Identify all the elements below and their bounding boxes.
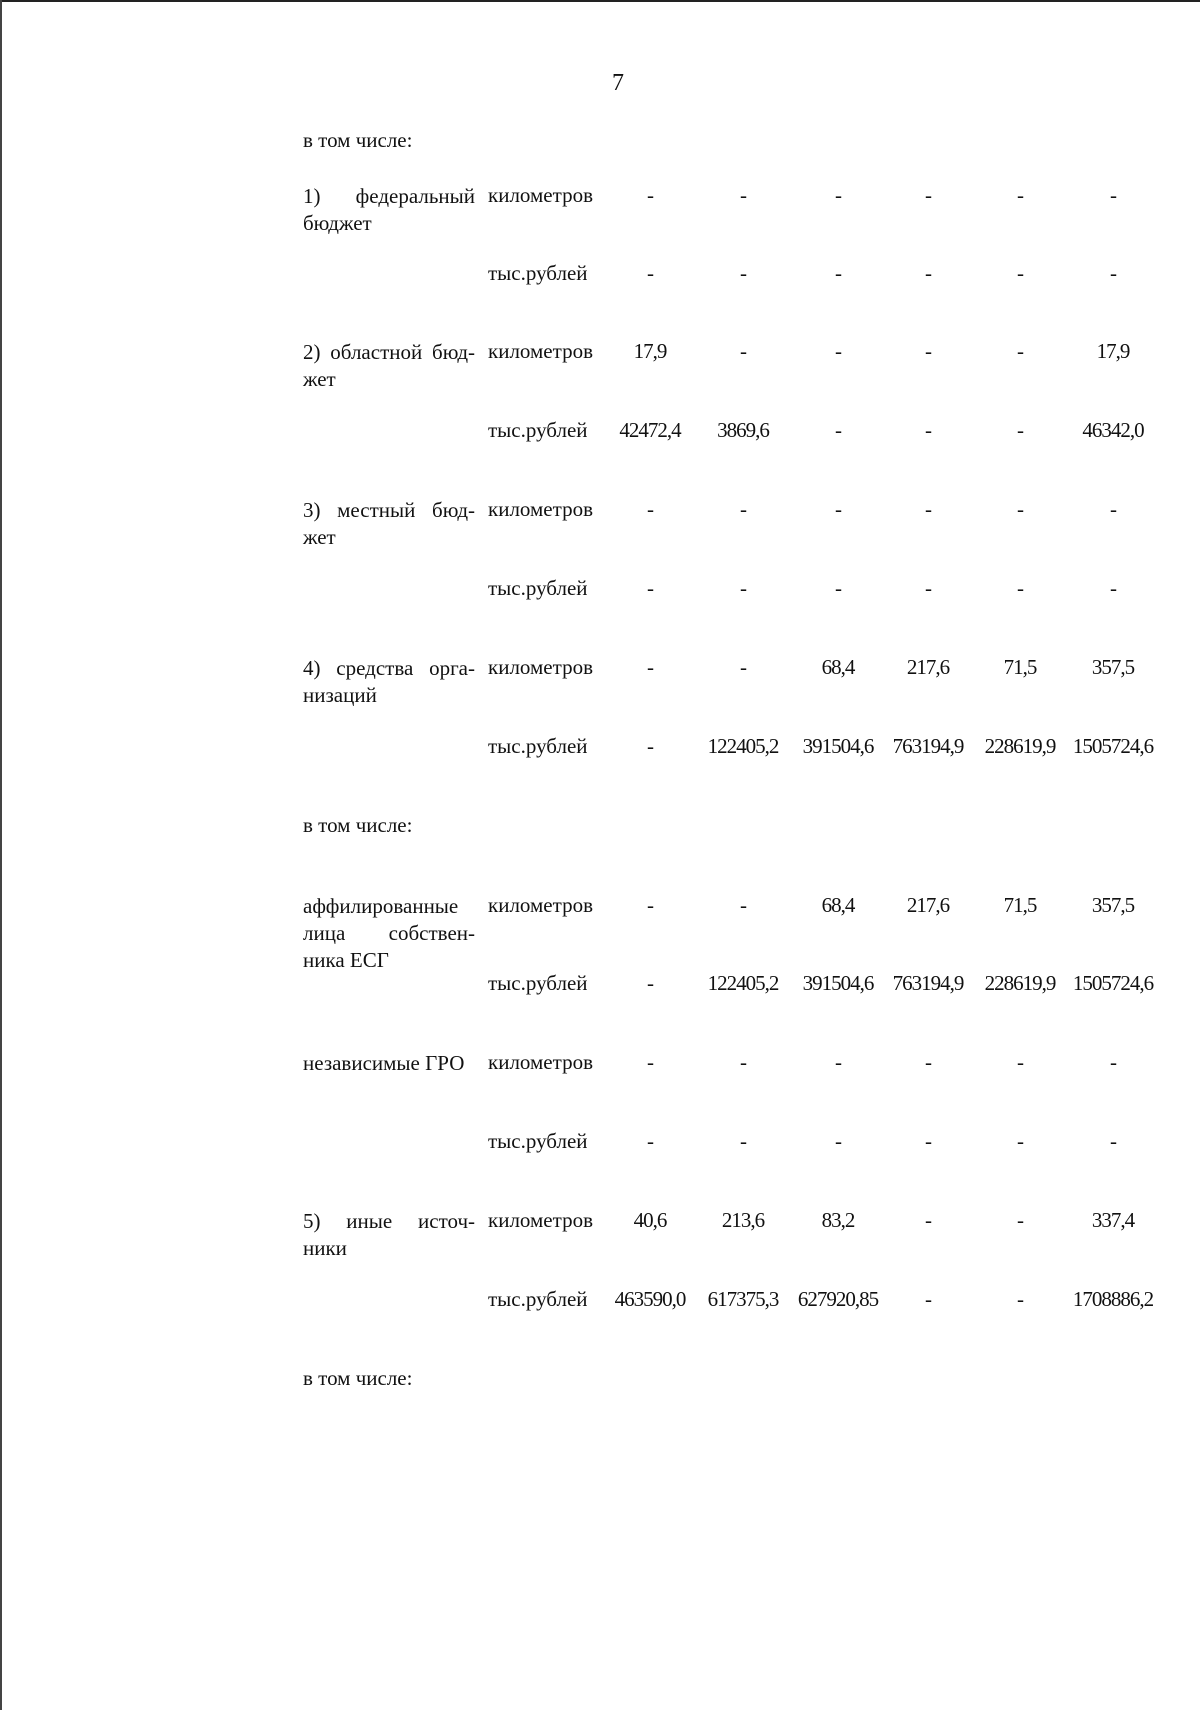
value-cell: - bbox=[1110, 1050, 1116, 1074]
row-unit: тыс.рублей bbox=[488, 734, 588, 758]
row-unit: тыс.рублей bbox=[488, 1129, 588, 1153]
value-cell: - bbox=[740, 339, 746, 363]
row-unit: тыс.рублей bbox=[488, 418, 588, 442]
value-cell: - bbox=[1110, 576, 1116, 600]
row-unit: километров bbox=[488, 1208, 593, 1232]
value-cell: - bbox=[1110, 1129, 1116, 1153]
value-cell: - bbox=[925, 1129, 931, 1153]
value-cell: - bbox=[647, 1050, 653, 1074]
value-cell: - bbox=[925, 183, 931, 207]
value-cell: - bbox=[740, 1129, 746, 1153]
value-cell: 3869,6 bbox=[717, 418, 769, 442]
row-label: 5) иные источ-ники bbox=[303, 1209, 475, 1260]
value-cell: - bbox=[647, 893, 653, 917]
value-cell: 122405,2 bbox=[707, 971, 779, 995]
row-unit: тыс.рублей bbox=[488, 576, 588, 600]
value-cell: - bbox=[835, 497, 841, 521]
row-unit: километров bbox=[488, 497, 593, 521]
value-cell: - bbox=[647, 734, 653, 758]
value-cell: - bbox=[647, 261, 653, 285]
value-cell: - bbox=[835, 418, 841, 442]
value-cell: - bbox=[1110, 497, 1116, 521]
value-cell: - bbox=[740, 655, 746, 679]
value-cell: 391504,6 bbox=[802, 971, 874, 995]
value-cell: - bbox=[925, 1050, 931, 1074]
value-cell: 42472,4 bbox=[619, 418, 681, 442]
value-cell: - bbox=[647, 183, 653, 207]
value-cell: - bbox=[740, 893, 746, 917]
value-cell: - bbox=[925, 339, 931, 363]
value-cell: - bbox=[740, 261, 746, 285]
value-cell: - bbox=[835, 1050, 841, 1074]
value-cell: 617375,3 bbox=[707, 1287, 779, 1311]
value-cell: - bbox=[925, 418, 931, 442]
value-cell: 46342,0 bbox=[1082, 418, 1144, 442]
value-cell: 122405,2 bbox=[707, 734, 779, 758]
value-cell: - bbox=[1017, 576, 1023, 600]
value-cell: - bbox=[925, 576, 931, 600]
value-cell: - bbox=[1017, 183, 1023, 207]
subheading: в том числе: bbox=[303, 813, 413, 837]
value-cell: - bbox=[925, 261, 931, 285]
value-cell: - bbox=[925, 1208, 931, 1232]
row-label: 2) областной бюд-жет bbox=[303, 340, 475, 391]
value-cell: - bbox=[740, 1050, 746, 1074]
value-cell: 357,5 bbox=[1091, 893, 1135, 917]
subheading: в том числе: bbox=[303, 1366, 413, 1390]
value-cell: - bbox=[647, 576, 653, 600]
value-cell: 71,5 bbox=[1003, 655, 1037, 679]
value-cell: - bbox=[740, 183, 746, 207]
value-cell: 17,9 bbox=[633, 339, 667, 363]
value-cell: - bbox=[647, 497, 653, 521]
value-cell: - bbox=[647, 655, 653, 679]
value-cell: 68,4 bbox=[821, 655, 855, 679]
value-cell: 1505724,6 bbox=[1072, 971, 1154, 995]
value-cell: 1505724,6 bbox=[1072, 734, 1154, 758]
row-label: 1) федеральный бюджет bbox=[303, 184, 475, 235]
value-cell: 763194,9 bbox=[892, 734, 964, 758]
value-cell: - bbox=[925, 497, 931, 521]
row-label: независимые ГРО bbox=[303, 1051, 465, 1075]
value-cell: 763194,9 bbox=[892, 971, 964, 995]
value-cell: 217,6 bbox=[906, 893, 950, 917]
page-left-edge bbox=[0, 0, 2, 1710]
row-unit: километров bbox=[488, 183, 593, 207]
value-cell: - bbox=[1017, 418, 1023, 442]
value-cell: - bbox=[835, 261, 841, 285]
value-cell: 228619,9 bbox=[984, 734, 1056, 758]
value-cell: 83,2 bbox=[821, 1208, 855, 1232]
value-cell: - bbox=[1017, 261, 1023, 285]
row-unit: километров bbox=[488, 655, 593, 679]
value-cell: - bbox=[1017, 1287, 1023, 1311]
row-label: 4) средства орга-низаций bbox=[303, 656, 475, 707]
row-unit: тыс.рублей bbox=[488, 1287, 588, 1311]
value-cell: - bbox=[647, 1129, 653, 1153]
value-cell: - bbox=[1110, 261, 1116, 285]
value-cell: 40,6 bbox=[633, 1208, 667, 1232]
row-label: аффилированные лица собствен-ника ЕСГ bbox=[303, 894, 475, 972]
value-cell: - bbox=[835, 339, 841, 363]
page-number: 7 bbox=[612, 70, 624, 96]
value-cell: - bbox=[1017, 1050, 1023, 1074]
row-unit: километров bbox=[488, 339, 593, 363]
value-cell: 217,6 bbox=[906, 655, 950, 679]
value-cell: 68,4 bbox=[821, 893, 855, 917]
value-cell: 391504,6 bbox=[802, 734, 874, 758]
value-cell: 71,5 bbox=[1003, 893, 1037, 917]
value-cell: - bbox=[1110, 183, 1116, 207]
value-cell: - bbox=[740, 497, 746, 521]
value-cell: - bbox=[835, 1129, 841, 1153]
value-cell: 627920,85 bbox=[797, 1287, 879, 1311]
value-cell: 228619,9 bbox=[984, 971, 1056, 995]
value-cell: - bbox=[1017, 1129, 1023, 1153]
subheading: в том числе: bbox=[303, 128, 413, 152]
value-cell: 357,5 bbox=[1091, 655, 1135, 679]
value-cell: - bbox=[835, 183, 841, 207]
row-unit: километров bbox=[488, 1050, 593, 1074]
value-cell: - bbox=[1017, 497, 1023, 521]
value-cell: 463590,0 bbox=[614, 1287, 686, 1311]
row-unit: тыс.рублей bbox=[488, 971, 588, 995]
value-cell: - bbox=[925, 1287, 931, 1311]
value-cell: - bbox=[740, 576, 746, 600]
page-top-edge bbox=[0, 0, 1200, 2]
row-unit: тыс.рублей bbox=[488, 261, 588, 285]
row-label: 3) местный бюд-жет bbox=[303, 498, 475, 549]
row-unit: километров bbox=[488, 893, 593, 917]
value-cell: 17,9 bbox=[1096, 339, 1130, 363]
value-cell: 1708886,2 bbox=[1072, 1287, 1154, 1311]
value-cell: 213,6 bbox=[721, 1208, 765, 1232]
value-cell: - bbox=[647, 971, 653, 995]
value-cell: - bbox=[835, 576, 841, 600]
value-cell: - bbox=[1017, 339, 1023, 363]
value-cell: - bbox=[1017, 1208, 1023, 1232]
value-cell: 337,4 bbox=[1091, 1208, 1135, 1232]
